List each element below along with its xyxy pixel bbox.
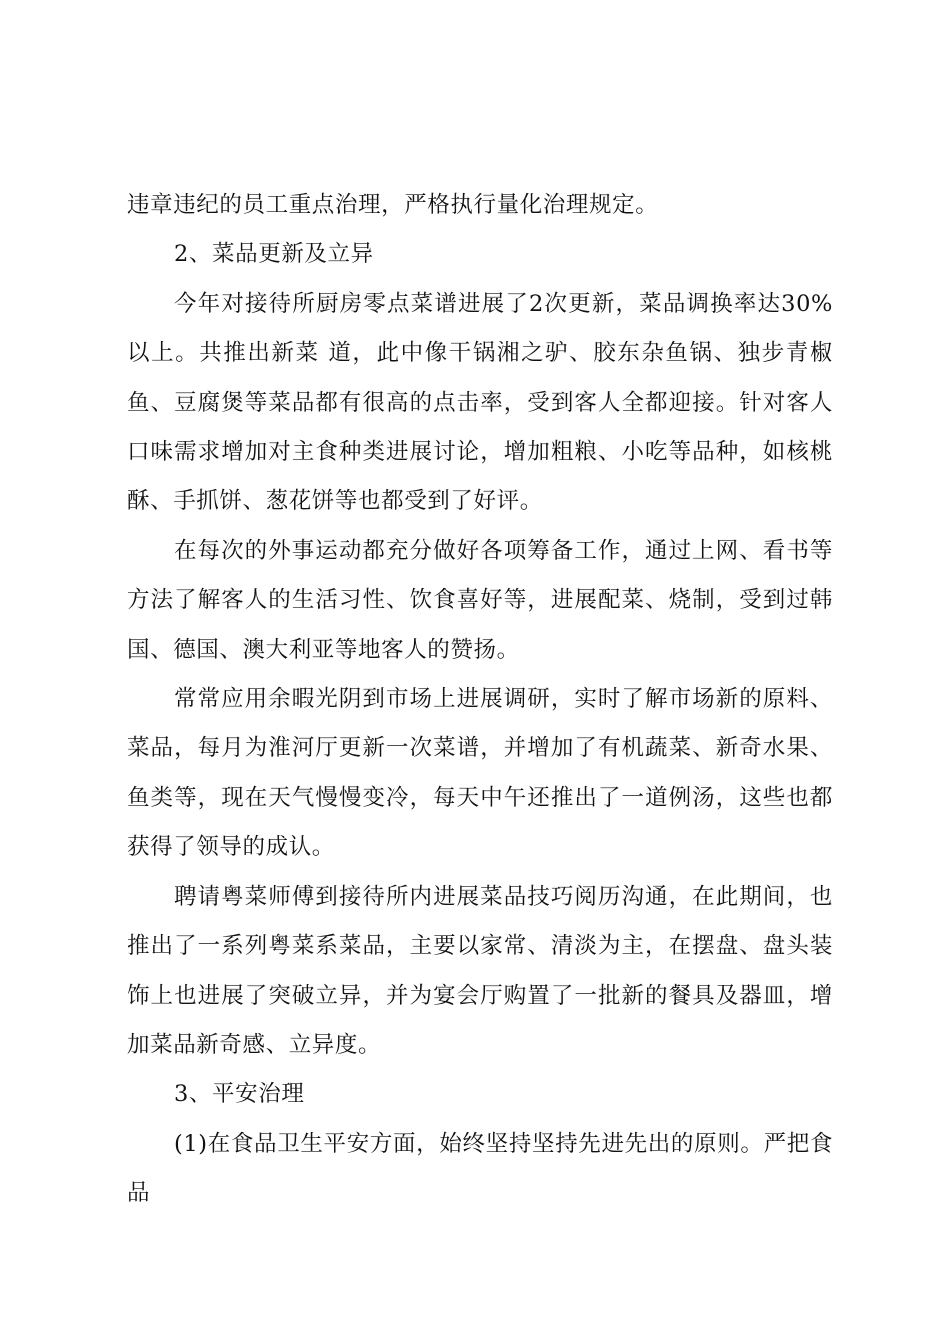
paragraph-foreign-events: 在每次的外事运动都充分做好各项筹备工作，通过上网、看书等方法了解客人的生活习性、饮食喜好等，进展配菜、烧制，受到过韩国、德国、澳大利亚等地客人的赞扬。 [127,537,833,663]
section-heading-menu-update: 2、菜品更新及立异 [174,241,374,268]
paragraph-market-research: 常常应用余暇光阴到市场上进展调研，实时了解市场新的原料、菜品，每月为淮河厅更新一次菜谱，并增加了有机蔬菜、新奇水果、鱼类等，现在天气慢慢变冷，每天中午还推出了一道例汤，这些也都获得了领导的成认。 [127,686,833,861]
paragraph-cantonese-chef: 聘请粤菜师傅到接待所内进展菜品技巧阅历沟通，在此期间，也推出了一系列粤菜系菜品，主要以家常、清淡为主，在摆盘、盘头装饰上也进展了突破立异，并为宴会厅购置了一批新的餐具及器皿，增加菜品新奇感、立异度。 [127,883,833,1058]
paragraph-menu-update: 今年对接待所厨房零点菜谱进展了2次更新，菜品调换率达30%以上。共推出新菜 道，此中像干锅湘之驴、胶东杂鱼锅、独步青椒鱼、豆腐煲等菜品都有很高的点击率，受到客人全都迎接。针对客人口味需求增加对主食种类进展讨论，增加粗粮、小吃等品种，如核桃酥、手抓饼、葱花饼等也都受到了好评。 [127,290,833,515]
section-heading-safety: 3、平安治理 [174,1081,305,1108]
paragraph-continuation: 违章违纪的员工重点治理，严格执行量化治理规定。 [127,192,659,218]
paragraph-food-safety: (1)在食品卫生平安方面，始终坚持坚持先进先出的原则。严把食品 [127,1130,833,1207]
document-body [127,181,833,1219]
